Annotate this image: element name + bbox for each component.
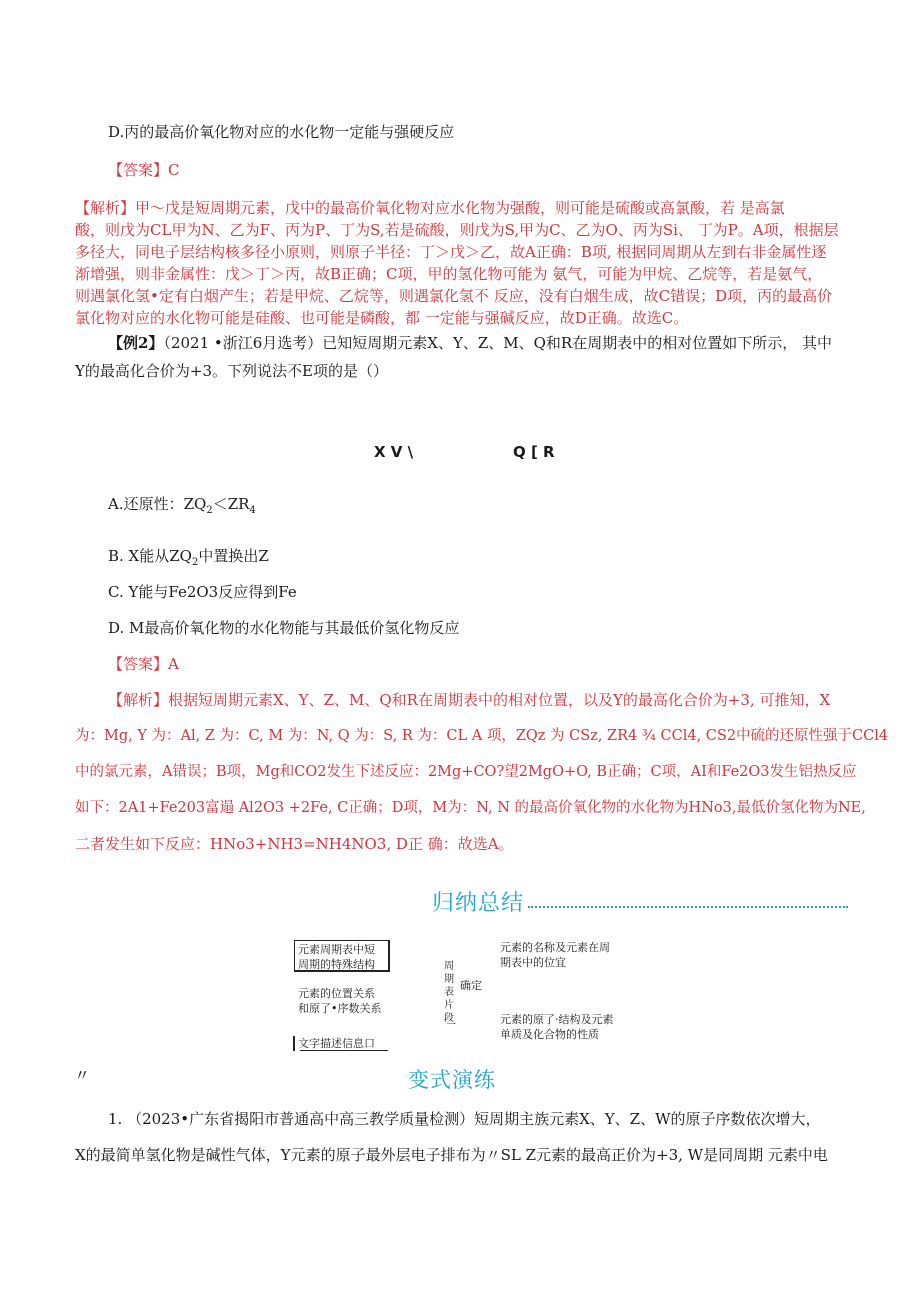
quote-mark: 〃 — [74, 1066, 91, 1085]
summary-box — [294, 940, 390, 972]
summary-right-bottom — [500, 1012, 614, 1042]
option-d-q1: D.丙的最高价氧化物对应的水化物一定能与强硬反应 — [108, 123, 455, 141]
analysis-line: 渐增强，则非金属性：戊＞丁＞丙，故B正确；C项，甲的氢化物可能为 氨气，可能为甲烷、乙烷等，若是氨气， — [75, 265, 823, 283]
option-b-sub: 2 — [191, 557, 199, 568]
analysis-line: 酸，则戊为CL甲为N、乙为F、丙为P、丁为S,若是硫酸，则戊为S,甲为C、乙为O、丙为Si、 丁为P。A项，根据层 — [75, 221, 839, 239]
example-2-stem — [108, 333, 832, 353]
summary-confirm: 确定 — [460, 979, 482, 992]
option-a-text: A.还原性：ZQ — [108, 495, 207, 513]
option-c: C. Y能与Fe2O3反应得到Fe — [108, 583, 297, 601]
summary-box-line: 周期的特殊结构 — [298, 958, 375, 971]
example-2-stem-text: （2021 •浙江6月选考）已知短周期元素X、Y、Z、M、Q和R在周期表中的相对位置如下所示， 其中 — [163, 334, 832, 352]
variant-q1-line1: 1. （2023•广东省揭阳市普通高中高三教学质量检测）短周期主族元素X、Y、Z、W的原子序数依次增大， — [108, 1110, 821, 1128]
summary-box-line: 元素周期表中短 — [298, 943, 375, 956]
option-a-sub: 2 — [206, 505, 213, 516]
option-b-text: B. X能从ZQ — [108, 547, 192, 565]
option-a-sub: 4 — [249, 505, 256, 516]
analysis-line: 为：Mg, Y 为：Al, Z 为：C, M 为：N, Q 为：S, R 为：CL A 项，ZQz 为 CSz, ZR4 ¾ CCl4, CS2中硫的还原性强于CCl4 — [75, 728, 889, 744]
variant-title: 变式演练 — [408, 1068, 496, 1092]
summary-text: 单质及化合物的性质 — [500, 1028, 599, 1041]
answer-ex2: 【答案】A — [108, 655, 179, 673]
summary-title: 归纳总结 — [432, 891, 525, 916]
summary-divider — [528, 906, 848, 908]
analysis-line: 则遇氯化氢•定有白烟产生；若是甲烷、乙烷等，则遇氯化氢不 反应，没有白烟生成，故C错误；D项，丙的最高价 — [75, 287, 833, 305]
summary-vertical: 周期表片段 — [444, 961, 454, 1024]
periodic-table-right: Q [ R — [513, 443, 555, 461]
summary-text: 和原了•序数关系 — [298, 1002, 382, 1015]
example-2-label: 【例2】 — [108, 334, 164, 352]
analysis-line: 二者发生如下反应：HNo3+NH3=NH4NO3, D正 确：故选A。 — [75, 835, 514, 853]
option-a — [108, 494, 256, 521]
option-a-mid: ＜ZR — [212, 495, 250, 513]
option-d: D. M最高价氧化物的水化物能与其最低价氢化物反应 — [108, 619, 460, 637]
analysis-line: 中的氯元素，A错误；B项，Mg和CO2发生下述反应：2Mg+CO?望2MgO+O, B正确；C项，AI和Fe2O3发生铝热反应 — [75, 764, 857, 780]
summary-dash: 一 — [446, 1020, 456, 1031]
analysis-line: 【解析】甲～戊是短周期元素，戊中的最高价氧化物对应水化物为强酸，则可能是硫酸或高氯酸，若 是高氯 — [75, 199, 785, 217]
analysis-line: 【解析】根据短周期元素X、Y、Z、M、Q和R在周期表中的相对位置，以及Y的最高化合价为+3, 可推知，X — [108, 691, 831, 709]
analysis-line: 如下：2A1+Fe203富遢 Al2O3 +2Fe, C正确；D项，M为：N, N 的最高价氧化物的水化物为HNo3,最低价氢化物为NE, — [75, 800, 866, 816]
summary-right-top — [500, 940, 610, 970]
summary-text: 元素的名称及元素在周 — [500, 941, 610, 954]
summary-underline — [300, 1050, 388, 1051]
summary-text: 期表中的位宜 — [500, 956, 566, 969]
summary-left-bottom: 文字描述信息口 — [293, 1036, 375, 1051]
option-b — [108, 546, 269, 573]
variant-q1-line2: X的最简单氢化物是碱性气体，Y元素的原子最外层电子排布为〃SL Z元素的最高正价为+3, W是同周期 元素中电 — [75, 1146, 828, 1164]
analysis-line: 多径大，同电子层结构核多径小原则，则原子半径：丁＞戊＞乙，故A正确：B项, 根据同周期从左到右非金属性逐 — [75, 243, 827, 261]
summary-text: 元素的位置关系 — [298, 987, 375, 1000]
option-b-end: 中置换出Z — [198, 547, 269, 565]
answer-q1: 【答案】C — [108, 161, 180, 179]
summary-left-mid — [298, 986, 382, 1016]
analysis-line: 氯化物对应的水化物可能是硅酸、也可能是磷酸，都 一定能与强碱反应，故D正确。故选C。 — [75, 309, 689, 327]
summary-text: 元素的原了·结构及元素 — [500, 1013, 614, 1026]
example-2-stem-line2: Y的最高化合价为+3。下列说法不E项的是（） — [75, 362, 388, 380]
periodic-table-left: X V \ — [374, 443, 414, 461]
